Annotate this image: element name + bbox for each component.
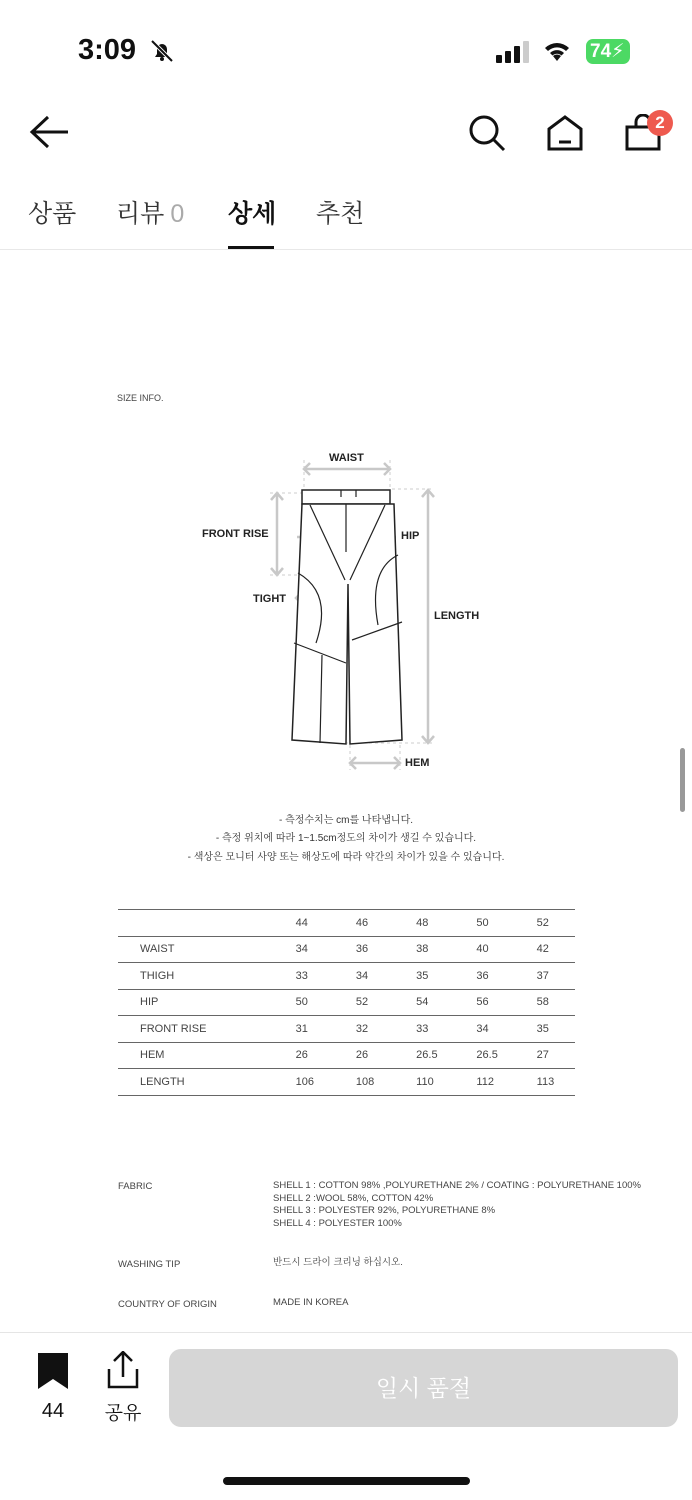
label-waist: WAIST	[329, 452, 364, 464]
table-row	[118, 1016, 575, 1043]
cell: 34	[334, 963, 394, 990]
cell: 50	[274, 989, 334, 1016]
header-cell: 52	[515, 910, 575, 937]
sold-out-button[interactable]: 일시 품절	[169, 1349, 678, 1427]
label-front-rise: FRONT RISE	[202, 528, 269, 540]
row-label: HIP	[118, 989, 274, 1016]
header-cell: 44	[274, 910, 334, 937]
bookmark-icon	[37, 1353, 69, 1389]
cell: 40	[454, 936, 514, 963]
table-row	[118, 989, 575, 1016]
cell: 33	[394, 1016, 454, 1043]
cell: 26.5	[394, 1042, 454, 1069]
cell: 36	[334, 936, 394, 963]
fabric-line: SHELL 4 : POLYESTER 100%	[273, 1217, 402, 1229]
header-cell: 50	[454, 910, 514, 937]
share-button[interactable]	[100, 1351, 146, 1425]
label-hem: HEM	[405, 757, 430, 769]
label-hip: HIP	[401, 530, 420, 542]
measurement-note: - 측정 위치에 따라 1~1.5cm정도의 차이가 생길 수 있습니다.	[215, 833, 477, 844]
cell: 54	[394, 989, 454, 1016]
origin-label: COUNTRY OF ORIGIN	[118, 1299, 217, 1310]
scrollbar[interactable]	[680, 748, 685, 812]
table-row	[118, 963, 575, 990]
share-label: 공유	[104, 1403, 142, 1424]
length-arrow	[422, 490, 434, 743]
hem-arrow	[350, 757, 400, 769]
cell: 35	[394, 963, 454, 990]
table-row	[118, 936, 575, 963]
fabric-line: SHELL 2 :WOOL 58%, COTTON 42%	[273, 1192, 434, 1204]
header-cell	[118, 910, 274, 937]
table-row	[118, 1042, 575, 1069]
cell: 26	[274, 1042, 334, 1069]
review-count: 0	[170, 200, 185, 228]
bookmark-count: 44	[41, 1400, 65, 1422]
washing-tip-label: WASHING TIP	[118, 1259, 181, 1270]
status-time: 3:09	[78, 34, 137, 66]
measurement-note: - 측정수치는 cm를 나타냅니다.	[278, 815, 414, 826]
cell: 58	[515, 989, 575, 1016]
washing-tip: 반드시 드라이 크리닝 하십시오.	[273, 1257, 403, 1268]
cell: 35	[515, 1016, 575, 1043]
battery-indicator: 74⚡	[586, 39, 630, 64]
cell: 112	[454, 1069, 514, 1096]
cell: 36	[454, 963, 514, 990]
bottom-action-bar	[0, 1332, 692, 1500]
front-rise-arrow	[271, 493, 283, 575]
fabric-label: FABRIC	[118, 1181, 153, 1192]
row-label: THIGH	[118, 963, 274, 990]
cell: 32	[334, 1016, 394, 1043]
cell: 27	[515, 1042, 575, 1069]
size-table	[118, 909, 575, 1096]
tab-label: 리뷰	[116, 200, 165, 228]
cell: 56	[454, 989, 514, 1016]
tab-label: 상세	[228, 200, 277, 228]
tab-label: 상품	[28, 200, 77, 228]
table-header-row	[118, 910, 575, 937]
header-cell: 48	[394, 910, 454, 937]
cell: 26.5	[454, 1042, 514, 1069]
home-indicator	[223, 1477, 470, 1485]
cell: 113	[515, 1069, 575, 1096]
cell: 42	[515, 936, 575, 963]
tab-label: 추천	[316, 200, 365, 228]
cell: 37	[515, 963, 575, 990]
cell: 52	[334, 989, 394, 1016]
cell: 106	[274, 1069, 334, 1096]
table-row	[118, 1069, 575, 1096]
cell: 108	[334, 1069, 394, 1096]
cell: 34	[274, 936, 334, 963]
row-label: HEM	[118, 1042, 274, 1069]
waist-arrow	[304, 463, 390, 475]
size-info-title: SIZE INFO.	[117, 393, 164, 403]
cell: 38	[394, 936, 454, 963]
cell: 34	[454, 1016, 514, 1043]
cell: 33	[274, 963, 334, 990]
share-icon	[106, 1351, 140, 1389]
label-tight: TIGHT	[253, 593, 286, 605]
row-label: FRONT RISE	[118, 1016, 274, 1043]
fabric-composition	[273, 1180, 641, 1230]
fabric-line: SHELL 1 : COTTON 98% ,POLYURETHANE 2% / COATING : POLYURETHANE 100%	[273, 1180, 641, 1191]
cell: 31	[274, 1016, 334, 1043]
battery-level: 74	[590, 41, 612, 62]
bookmark-button[interactable]	[30, 1353, 76, 1423]
cell: 26	[334, 1042, 394, 1069]
header-cell: 46	[334, 910, 394, 937]
label-length: LENGTH	[434, 610, 480, 622]
measurement-note: - 색상은 모니터 사양 또는 해상도에 따라 약간의 차이가 있을 수 있습니다.	[187, 852, 505, 863]
row-label: WAIST	[118, 936, 274, 963]
cell: 110	[394, 1069, 454, 1096]
fabric-line: SHELL 3 : POLYESTER 92%, POLYURETHANE 8%	[273, 1205, 496, 1216]
origin-value: MADE IN KOREA	[273, 1297, 349, 1308]
cart-count-badge: 2	[647, 110, 673, 136]
row-label: LENGTH	[118, 1069, 274, 1096]
